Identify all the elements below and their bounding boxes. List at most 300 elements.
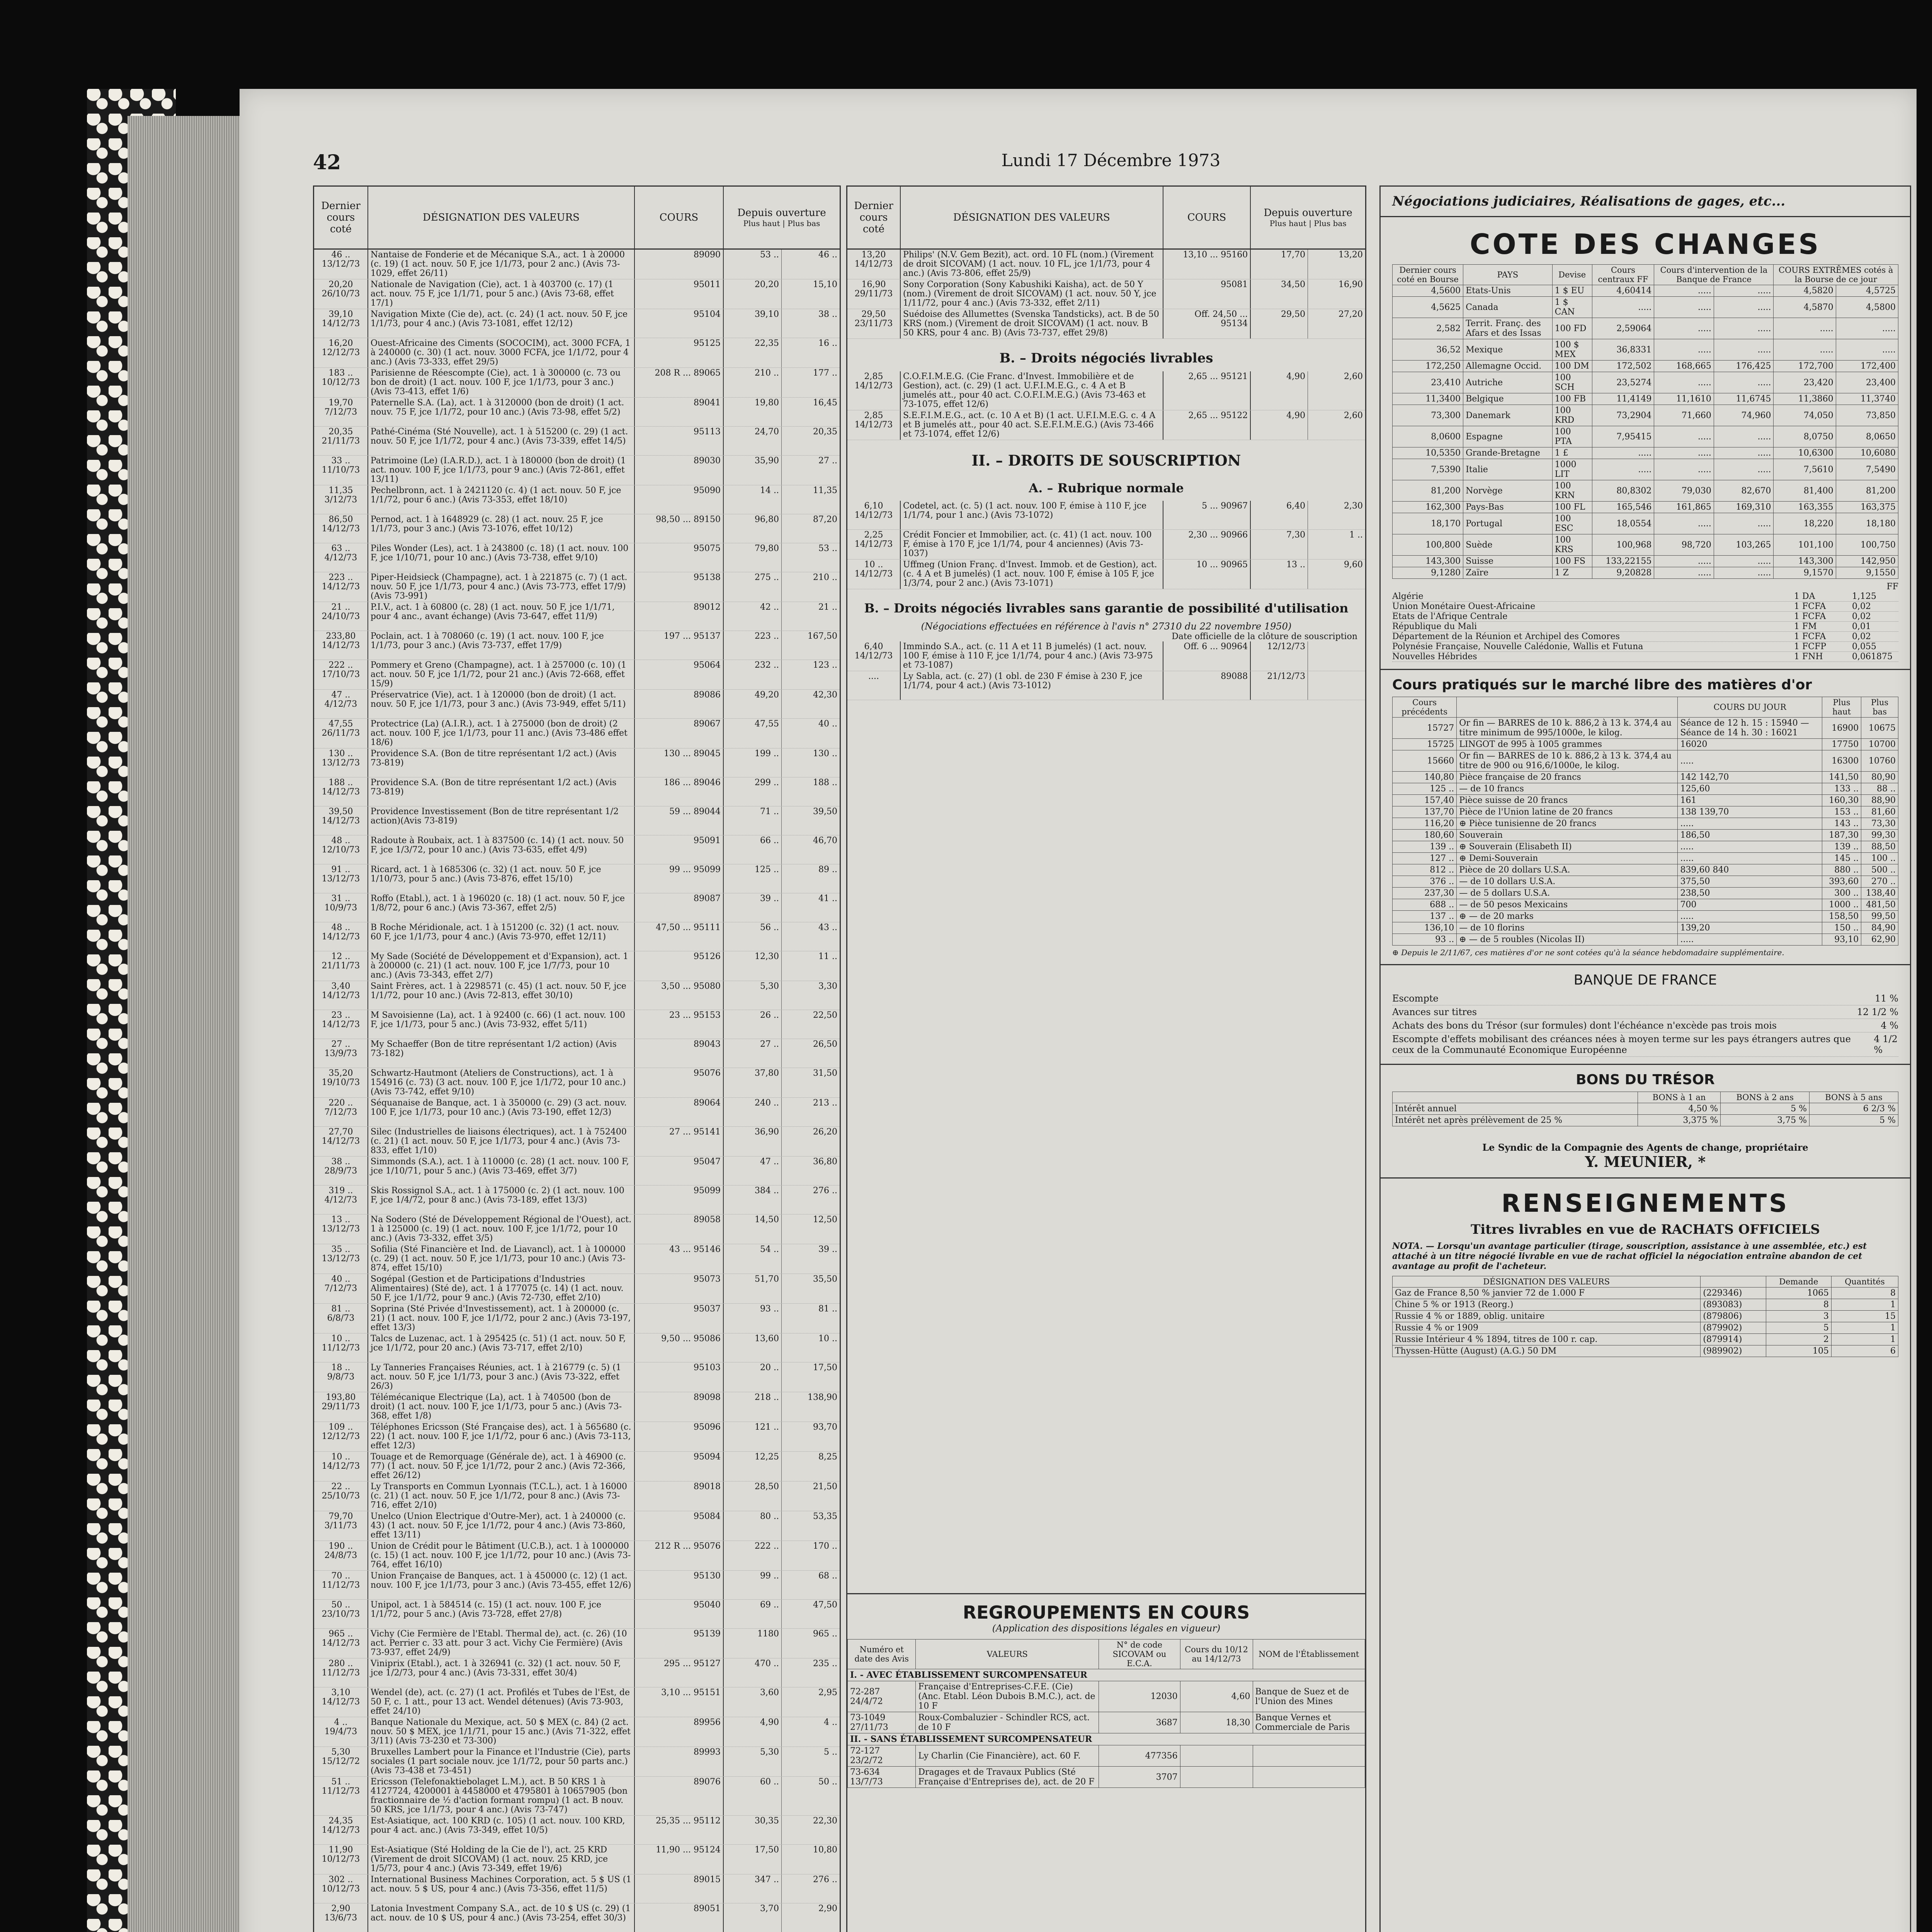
cell-low: 27 .. (818, 456, 837, 466)
table-row (314, 1452, 840, 1481)
cell-last: 10,5350 (1393, 447, 1463, 459)
cell-ext-low: 73,850 (1836, 405, 1898, 426)
table-row (848, 1767, 1365, 1788)
fixed-rate-item (1392, 642, 1898, 652)
bdf-label: Escompte d'effets mobilisant des créances nées à moyen terme sur les pays étrangers autres que ceux de la Communauté Economique Européenne (1392, 1034, 1851, 1055)
cell-last-quote: 18 .. 9/8/73 (314, 1362, 368, 1392)
cell-cours: 95130 (635, 1571, 724, 1599)
cell-pays: Territ. Franç. des Afars et des Issas (1463, 318, 1552, 339)
cell-low: 13,20 (1338, 250, 1363, 260)
table-row (847, 410, 1365, 440)
cell-pays: Pays-Bas (1463, 502, 1552, 513)
page-content (313, 151, 1909, 1932)
table-row (314, 690, 840, 719)
cell-low: 27,20 (1338, 310, 1363, 319)
regroupements-section (847, 1593, 1365, 1932)
cell-last-quote: 2,25 14/12/73 (847, 530, 901, 559)
cell-central: ..... (1592, 447, 1654, 459)
cell-designation: Viniprix (Etabl.), act. 1 à 326941 (c. 32) (1 act. nouv. 50 F, jce 1/2/73, pour 4 anc.) (Avis 73-331, effet 30/4) (368, 1658, 635, 1687)
table-row (314, 1747, 840, 1777)
cell-low: 47,50 (813, 1600, 837, 1610)
cell-cours: 95081 (1163, 279, 1251, 309)
cell-high: 49,20 (724, 690, 782, 718)
table-row (314, 1571, 840, 1600)
cell-central: ..... (1592, 297, 1654, 318)
cell-dem: 2 (1766, 1334, 1831, 1345)
cell-devise: 100 PTA (1552, 426, 1592, 447)
table-row (1393, 459, 1898, 480)
cell-high: 47 .. (724, 1156, 782, 1185)
cell-low: 21,50 (813, 1482, 837, 1492)
cell-cours: 2,30 ... 90966 (1163, 530, 1251, 559)
bons-header: BONS à 2 ans (1721, 1092, 1810, 1103)
cell-cours: 95011 (635, 279, 724, 309)
table-row (1393, 297, 1898, 318)
cell-low: 270 .. (1861, 876, 1898, 888)
cell-high: 4,90 (1251, 410, 1308, 440)
cell-low: 16,90 (1338, 280, 1363, 289)
cell-name: — de 5 dollars U.S.A. (1457, 888, 1678, 899)
cell-designation: Touage et de Remorquage (Générale de), act. 1 à 46900 (c. 77) (1 act. nouv. 50 F, jce 1/1/72, pour 2 anc.) (Avis 72-366, effet 26/12) (368, 1452, 635, 1481)
cell-low: 276 .. (813, 1875, 837, 1884)
regroup-header-cours: Cours du 10/12 au 14/12/73 (1180, 1639, 1253, 1669)
cell-cours: 2,65 ... 95122 (1163, 410, 1251, 440)
cell-high: 300 .. (1822, 888, 1861, 899)
cell-pays: Canada (1463, 297, 1552, 318)
fixed-rate-label: Nouvelles Hébrides (1392, 652, 1477, 662)
cell-interv-low: 168,665 (1654, 361, 1714, 372)
cell-ext-low: 81,200 (1836, 480, 1898, 502)
cell-high: 153 .. (1822, 806, 1861, 818)
cell-designation: Skis Rossignol S.A., act. 1 à 175000 (c. 2) (1 act. nouv. 100 F, jce 1/4/72, pour 8 anc.) (Avis 73-189, effet 13/3) (368, 1185, 635, 1214)
cell-jour: 138 139,70 (1678, 806, 1822, 818)
cell-low: 10760 (1861, 750, 1898, 772)
cell-last-quote: 39,50 14/12/73 (314, 806, 368, 835)
cell-pays: Allemagne Occid. (1463, 361, 1552, 372)
fixed-rates-list (1392, 592, 1898, 662)
cell-prev: 157,40 (1393, 795, 1457, 806)
cell-last-quote: 35,20 19/10/73 (314, 1068, 368, 1097)
cell-last-quote: 6,40 14/12/73 (847, 641, 901, 671)
cell-pays: Suisse (1463, 556, 1552, 567)
cell-low: 88,50 (1861, 841, 1898, 853)
rens-nota: NOTA. — Lorsqu'un avantage particulier (tirage, souscription, assistance à une assemblée, etc.) est attaché à un titre négocié livrable en vue de rachat officiel la négociation entraîne abandon de cet avantage au profit de l'acheteur. (1392, 1241, 1867, 1271)
table-row (314, 1039, 840, 1068)
table-row (314, 748, 840, 777)
cell-interv-high: ..... (1714, 459, 1774, 480)
cell-designation: Suédoise des Allumettes (Svenska Tandsticks), act. B de 50 KRS (nom.) (Virement de droit SICOVAM) (1 act. nouv. B 50 KRS, pour 4 anc. B) (Avis 73-737, effet 29/8) (901, 309, 1163, 338)
cell-last-quote: 40 .. 7/12/73 (314, 1274, 368, 1303)
cell-central: 165,546 (1592, 502, 1654, 513)
cell-ext-low: 4,5800 (1836, 297, 1898, 318)
cell-high: 21/12/73 (1251, 671, 1308, 700)
bons-body (1393, 1103, 1898, 1126)
cell-last-quote: 86,50 14/12/73 (314, 514, 368, 543)
cell-last-quote: 6,10 14/12/73 (847, 501, 901, 529)
cell-nom: Banque Vernes et Commerciale de Paris (1253, 1712, 1365, 1733)
cell-interv-high: ..... (1714, 567, 1774, 579)
page-edges (128, 116, 243, 1932)
cell-high: 1000 .. (1822, 899, 1861, 911)
cell-prev: 237,30 (1393, 888, 1457, 899)
cell-last-quote: 35 .. 13/12/73 (314, 1244, 368, 1274)
cell-cours: 212 R ... 95076 (635, 1541, 724, 1570)
table-row (314, 719, 840, 748)
syndic-line: Le Syndic de la Compagnie des Agents de change, propriétaire (1482, 1142, 1808, 1153)
cell-designation: Roffo (Etabl.), act. 1 à 196020 (c. 18) (1 act. nouv. 50 F, jce 1/8/72, pour 6 anc.) (Avis 73-367, effet 2/5) (368, 893, 635, 922)
regroup-section-2: II. - SANS ÉTABLISSEMENT SURCOMPENSATEUR (848, 1733, 1365, 1745)
cell-prev: 136,10 (1393, 922, 1457, 934)
cell-pays: Etats-Unis (1463, 285, 1552, 297)
cell-designation: Pommery et Greno (Champagne), act. 1 à 257000 (c. 10) (1 act. nouv. 50 F, jce 1/1/72, pour 21 anc.) (Avis 72-668, effet 15/9) (368, 660, 635, 689)
cell-last-quote: 5,30 15/12/72 (314, 1747, 368, 1776)
cell-low: 12,50 (813, 1215, 837, 1225)
cell-ext-low: ..... (1836, 339, 1898, 361)
changes-header-central: Cours centraux FF (1592, 265, 1654, 285)
cell-low: 138,40 (1861, 888, 1898, 899)
cell-designation: Banque Nationale du Mexique, act. 50 $ MEX (c. 84) (2 act. nouv. 50 $ MEX, jce 1/1/71, pour 15 anc.) (Avis 71-322, effet 3/11) (Avis 73-230 et 73-300) (368, 1717, 635, 1747)
table-row (314, 1511, 840, 1541)
cell-designation: Nationale de Navigation (Cie), act. 1 à 403700 (c. 17) (1 act. nouv. 75 F, jce 1/1/71, pour 5 anc.) (Avis 73-68, effet 17/1) (368, 279, 635, 309)
cell-interv-high: ..... (1714, 297, 1774, 318)
cell-ext-high: 8,0750 (1774, 426, 1836, 447)
cell-last-quote: 63 .. 4/12/73 (314, 543, 368, 572)
rens-body (1393, 1287, 1898, 1357)
rens-header-qte: Quantités (1831, 1276, 1898, 1287)
cell-name: — de 10 dollars U.S.A. (1457, 876, 1678, 888)
table-row (847, 560, 1365, 589)
table-row (314, 1777, 840, 1816)
cell-designation: Patrimoine (Le) (I.A.R.D.), act. 1 à 180000 (bon de droit) (1 act. nouv. 100 F, jce 1/1/73, pour 9 anc.) (Avis 72-861, effet 13/11) (368, 456, 635, 485)
cell-last-quote: 13,20 14/12/73 (847, 250, 901, 279)
cell-low: 1 .. (1349, 530, 1363, 540)
cell-low: 87,20 (813, 515, 837, 524)
cell-high: 30,35 (724, 1816, 782, 1844)
table-row (314, 981, 840, 1010)
cell-nom (1253, 1745, 1365, 1767)
cell-ext-high: 9,1570 (1774, 567, 1836, 579)
cell-5ans: 6 2/3 % (1810, 1103, 1898, 1115)
cell-cours: Off. 24,50 ... 95134 (1163, 309, 1251, 338)
table-row (314, 922, 840, 951)
cell-high: 3,70 (724, 1903, 782, 1932)
cell-low: 46,70 (813, 836, 837, 845)
table-row (314, 1541, 840, 1571)
cell-low: 40 .. (818, 719, 837, 729)
cell-last-quote: 70 .. 11/12/73 (314, 1571, 368, 1599)
cell-low: 21 .. (818, 602, 837, 612)
cell-ext-high: 81,400 (1774, 480, 1836, 502)
or-body (1393, 718, 1898, 946)
cell-interv-low: 11,1610 (1654, 393, 1714, 405)
cell-jour: 16020 (1678, 739, 1822, 750)
rens-header-des: DÉSIGNATION DES VALEURS (1393, 1276, 1701, 1287)
table-row (314, 543, 840, 572)
cell-designation: Union Française de Banques, act. 1 à 450000 (c. 12) (1 act. nouv. 100 F, jce 1/1/73, pour 3 anc.) (Avis 73-455, effet 12/6) (368, 1571, 635, 1599)
table-row (314, 572, 840, 602)
cell-central: ..... (1592, 459, 1654, 480)
cell-devise: 1 £ (1552, 447, 1592, 459)
cell-des: Gaz de France 8,50 % janvier 72 de 1.000 F (1393, 1287, 1701, 1299)
cell-designation: Providence S.A. (Bon de titre représentant 1/2 act.) (Avis 73-819) (368, 777, 635, 806)
fixed-rate-value: 0,02 (1852, 632, 1871, 641)
cell-last-quote: .... (847, 671, 901, 700)
cell-low: 16,45 (813, 398, 837, 408)
cell-devise: 100 KRD (1552, 405, 1592, 426)
table-row (314, 514, 840, 543)
cell-cours: 25,35 ... 95112 (635, 1816, 724, 1844)
table-row (1393, 830, 1898, 841)
table-row (1393, 864, 1898, 876)
cell-cours: 3,50 ... 95080 (635, 981, 724, 1010)
stock-rows-souscription (847, 501, 1365, 589)
cell-high: 232 .. (724, 660, 782, 689)
cell-low: 2,60 (1344, 411, 1363, 420)
or-header-name (1457, 697, 1678, 718)
cell-low: 17,50 (813, 1363, 837, 1372)
cell-last-quote: 109 .. 12/12/73 (314, 1422, 368, 1451)
table-row (314, 1362, 840, 1392)
cell-cours: 89088 (1163, 671, 1251, 700)
cell-ext-high: 11,3860 (1774, 393, 1836, 405)
cell-high: 240 .. (724, 1098, 782, 1126)
cell-designation: C.O.F.I.M.E.G. (Cie Franc. d'Invest. Immobilière et de Gestion), act. (c. 29) (1 act. U.F.I.M.E.G., c. 4 A et B jumelés att., pour 40 act. C.O.F.I.M.E.G.) (Avis 73-463 et 73-1075, effet 12/6) (901, 371, 1163, 410)
cell-designation: International Business Machines Corporation, act. 5 $ US (1 act. nouv. 5 $ US, pour 4 anc.) (Avis 73-356, effet 11/5) (368, 1874, 635, 1903)
cell-jour: 839,60 840 (1678, 864, 1822, 876)
fixed-rate-value: 0,01 (1852, 622, 1871, 631)
cell-low: 167,50 (808, 631, 837, 641)
cell-low: 11,35 (813, 486, 837, 495)
table-row (314, 1010, 840, 1039)
cell-high: 80 .. (724, 1511, 782, 1541)
cell-high: 69 .. (724, 1600, 782, 1628)
cell-last-quote: 23 .. 14/12/73 (314, 1010, 368, 1039)
table-row (314, 660, 840, 690)
cell-num: 73-1049 27/11/73 (848, 1712, 916, 1733)
table-row (314, 951, 840, 981)
cell-interv-low: ..... (1654, 447, 1714, 459)
cell-high: 4,90 (724, 1717, 782, 1747)
cell-cours: 95076 (635, 1068, 724, 1097)
cell-high: 20 .. (724, 1362, 782, 1392)
cell-designation: Ly Tanneries Françaises Réunies, act. 1 à 216779 (c. 5) (1 act. nouv. 50 F, jce 1/1/73, pour 3 anc.) (Avis 73-322, effet 26/3) (368, 1362, 635, 1392)
table-row (1393, 899, 1898, 911)
fixed-rate-value: 0,061875 (1852, 652, 1893, 662)
cell-interv-low: 98,720 (1654, 534, 1714, 556)
cell-designation: Talcs de Luzenac, act. 1 à 295425 (c. 51) (1 act. nouv. 50 F, jce 1/1/72, pour 20 anc.) (Avis 73-717, effet 2/10) (368, 1333, 635, 1362)
table-row (314, 777, 840, 806)
table-row (314, 1481, 840, 1511)
cell-last-quote: 183 .. 10/12/73 (314, 368, 368, 397)
cell-high: 384 .. (724, 1185, 782, 1214)
header-since-opening (724, 187, 840, 248)
bdf-value: 4 1/2 % (1874, 1034, 1898, 1055)
cell-name: ⊕ — de 5 roubles (Nicolas II) (1457, 934, 1678, 946)
cell-last-quote: 51 .. 11/12/73 (314, 1777, 368, 1815)
section-sans-garantie: B. – Droits négociés livrables sans garantie de possibilité d'utilisation (864, 601, 1349, 616)
cell-high: 13,60 (724, 1333, 782, 1362)
header-cours: COURS (1163, 187, 1251, 248)
cell-cours: 23 ... 95153 (635, 1010, 724, 1039)
cell-high: 60 .. (724, 1777, 782, 1815)
cell-last-quote: 81 .. 6/8/73 (314, 1304, 368, 1333)
cell-low: 93,70 (813, 1422, 837, 1432)
cell-jour: ..... (1678, 750, 1822, 772)
table-row (314, 1274, 840, 1304)
cell-last-quote: 48 .. 12/10/73 (314, 835, 368, 864)
cell-low: 10700 (1861, 739, 1898, 750)
cell-last: 23,410 (1393, 372, 1463, 393)
or-header-low: Plus bas (1861, 697, 1898, 718)
cell-ext-low: 100,750 (1836, 534, 1898, 556)
cell-last-quote: 11,90 10/12/73 (314, 1845, 368, 1874)
fixed-rate-label: Union Monétaire Ouest-Africaine (1392, 602, 1536, 611)
cell-pays: Italie (1463, 459, 1552, 480)
cell-name: ⊕ Souverain (Elisabeth II) (1457, 841, 1678, 853)
cell-high: 133 .. (1822, 783, 1861, 795)
cell-interv-low: 161,865 (1654, 502, 1714, 513)
table-row (314, 1127, 840, 1156)
cell-low: 80,90 (1861, 772, 1898, 783)
cell-low: 3,30 (818, 981, 837, 991)
cell-interv-high: 11,6745 (1714, 393, 1774, 405)
cell-low: 11 .. (818, 952, 837, 961)
regroup-section-row (848, 1733, 1365, 1745)
cell-code: (879902) (1701, 1322, 1766, 1334)
cell-high: 99 .. (724, 1571, 782, 1599)
cell-cours: 89058 (635, 1214, 724, 1244)
changes-header-interv: Cours d'intervention de la Banque de France (1654, 265, 1774, 285)
cell-cours: 10 ... 90965 (1163, 560, 1251, 589)
table-row (1393, 480, 1898, 502)
changes-header-last: Dernier cours coté en Bourse (1393, 265, 1463, 285)
cell-ext-low: 172,400 (1836, 361, 1898, 372)
cell-last-quote: 11,35 3/12/73 (314, 485, 368, 514)
cell-last: 18,170 (1393, 513, 1463, 534)
stock-rows-droits (847, 371, 1365, 440)
cell-ext-high: 74,050 (1774, 405, 1836, 426)
fixed-rate-devise: 1 DA (1794, 592, 1815, 601)
table-row (1393, 772, 1898, 783)
cell-1an: 3,375 % (1638, 1115, 1721, 1126)
cell-devise: 1 Z (1552, 567, 1592, 579)
cell-devise: 100 FS (1552, 556, 1592, 567)
cell-cours: 95096 (635, 1422, 724, 1451)
cell-designation: Codetel, act. (c. 5) (1 act. nouv. 100 F, émise à 110 F, jce 1/1/74, pour 1 anc.) (Avis 73-1072) (901, 501, 1163, 529)
cell-interv-low: ..... (1654, 426, 1714, 447)
cell-devise: 1000 LIT (1552, 459, 1592, 480)
cell-cours: 11,90 ... 95124 (635, 1845, 724, 1874)
cell-designation: Schwartz-Hautmont (Ateliers de Constructions), act. 1 à 154916 (c. 73) (3 act. nouv. 100 F, jce 1/1/72, pour 10 anc.) (Avis 73-742, effet 9/10) (368, 1068, 635, 1097)
cell-interv-high: 169,310 (1714, 502, 1774, 513)
cell-central: 73,2904 (1592, 405, 1654, 426)
cell-high: 27 .. (724, 1039, 782, 1068)
section-droits-negocies: B. – Droits négociés livrables (999, 350, 1213, 366)
cell-designation: Piles Wonder (Les), act. 1 à 243800 (c. 18) (1 act. nouv. 100 F, jce 1/10/71, pour 10 anc.) (Avis 73-738, effet 9/10) (368, 543, 635, 572)
rens-title: RENSEIGNEMENTS (1501, 1189, 1789, 1218)
cell-low (1308, 641, 1365, 671)
cell-interv-high: 176,425 (1714, 361, 1774, 372)
fixed-rate-label: Algérie (1392, 592, 1423, 601)
cell-cours: 95073 (635, 1274, 724, 1303)
cell-interv-low: 79,030 (1654, 480, 1714, 502)
cell-last-quote: 223 .. 14/12/73 (314, 572, 368, 602)
cell-last-quote: 10 .. 14/12/73 (847, 560, 901, 589)
cell-high: 34,50 (1251, 279, 1308, 309)
table-row (1393, 372, 1898, 393)
cell-cours: 95094 (635, 1452, 724, 1481)
cell-cours: 27 ... 95141 (635, 1127, 724, 1156)
cell-interv-high: ..... (1714, 447, 1774, 459)
syndic-name: Y. MEUNIER, * (1585, 1153, 1706, 1170)
cell-prev: 137 .. (1393, 911, 1457, 922)
cell-central: 7,95415 (1592, 426, 1654, 447)
cell-cours: 89012 (635, 602, 724, 631)
cell-last-quote: 21 .. 24/10/73 (314, 602, 368, 631)
cell-last-quote: 2,85 14/12/73 (847, 371, 901, 410)
cell-cours: 89030 (635, 456, 724, 485)
fixed-rate-label: Etats de l'Afrique Centrale (1392, 612, 1508, 621)
cell-high: 12,25 (724, 1452, 782, 1481)
cell-val: Française d'Entreprises-C.F.E. (Cie) (Anc. Etabl. Léon Dubois B.M.C.), act. de 10 F (916, 1681, 1099, 1712)
cell-last: 81,200 (1393, 480, 1463, 502)
cell-last: 73,300 (1393, 405, 1463, 426)
rens-header-code (1701, 1276, 1766, 1287)
cell-high: 347 .. (724, 1874, 782, 1903)
cell-qte: 1 (1831, 1322, 1898, 1334)
changes-title: COTE DES CHANGES (1469, 228, 1821, 260)
page-number: 42 (313, 151, 341, 174)
table-row (314, 1816, 840, 1845)
cell-2ans: 3,75 % (1721, 1115, 1810, 1126)
cell-last-quote: 50 .. 23/10/73 (314, 1600, 368, 1628)
cell-pays: Grande-Bretagne (1463, 447, 1552, 459)
or-table (1392, 697, 1898, 946)
fixed-rate-label: République du Mali (1392, 622, 1477, 631)
cell-last-quote: 319 .. 4/12/73 (314, 1185, 368, 1214)
cell-jour: 375,50 (1678, 876, 1822, 888)
table-row (314, 631, 840, 660)
cell-devise: 100 KRN (1552, 480, 1592, 502)
cell-2ans: 5 % (1721, 1103, 1810, 1115)
cell-high: 19,80 (724, 398, 782, 426)
cell-last-quote: 48 .. 14/12/73 (314, 922, 368, 951)
cell-high: 223 .. (724, 631, 782, 660)
cell-cours: 95113 (635, 427, 724, 455)
cell-cours: 89076 (635, 1777, 724, 1815)
table-row (848, 1745, 1365, 1767)
cell-designation: B Roche Méridionale, act. 1 à 151200 (c. 32) (1 act. nouv. 60 F, jce 1/1/73, pour 4 anc.) (Avis 73-970, effet 12/11) (368, 922, 635, 951)
bdf-value: 4 % (1881, 1020, 1898, 1031)
renseignements (1381, 1179, 1910, 1364)
cell-cours: 95139 (635, 1629, 724, 1658)
cell-designation: Pathé-Cinéma (Sté Nouvelle), act. 1 à 515200 (c. 29) (1 act. nouv. 50 F, jce 1/1/72, pour 4 anc.) (Avis 73-339, effet 14/5) (368, 427, 635, 455)
cell-high: 93,10 (1822, 934, 1861, 946)
stock-rows-foreign (847, 250, 1365, 339)
table-row (314, 1600, 840, 1629)
cell-high: 470 .. (724, 1658, 782, 1687)
cell-cours: 47,50 ... 95111 (635, 922, 724, 951)
cell-high: 17,50 (724, 1845, 782, 1874)
cell-cours: 295 ... 95127 (635, 1658, 724, 1687)
cell-last-quote: 16,20 12/12/73 (314, 338, 368, 367)
cell-cours: 197 ... 95137 (635, 631, 724, 660)
cell-qte: 1 (1831, 1299, 1898, 1311)
cell-interv-high: 103,265 (1714, 534, 1774, 556)
section-note: (Négociations effectuées en référence à l'avis n° 27310 du 22 novembre 1950) (921, 621, 1292, 632)
cell-cours: 95104 (635, 309, 724, 338)
fixed-rate-devise: 1 FCFA (1794, 632, 1826, 641)
